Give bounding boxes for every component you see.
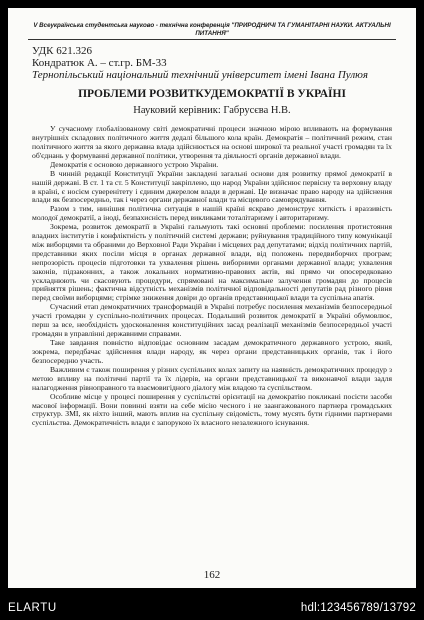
udk-code: УДК 621.326 [32,45,93,57]
article-body [32,125,392,428]
article-title: ПРОБЛЕМИ РОЗВИТКУДЕМОКРАТІЇ В УКРАЇНІ [78,88,346,100]
repository-name: ELARTU [8,602,57,614]
paragraph: Зокрема, розвиток демократії в Україні гальмують такі основні проблеми: посилення протистояння владних інститутів і конфліктність у політичній системі держави; руйнування традиційного типу комунікації між виборцями та обраними до Верховної Ради України і місцевих рад депутатами; відхід політичних партій, представники яких посіли місця в органах державної влади, від положень передвиборчих програм; непрозорість процесів підготовки та ухвалення рішень виборними органами державної влади; ухвалення законів, підзаконних, а також локальних нормативно-правових актів, які прямо чи опосередковано ускладнюють чи скасовують процедури, спрямовані на максимальне залучення громадян до процесів прийняття рішень; фактична відсутність механізмів політичної відповідальності депутатів рад різного рівня перед своїми виборцями; стрімке зниження довіри до органів представницької влади та суспільна апатія. [32,222,392,303]
paragraph: Особливе місце у процесі поширення у суспільстві орієнтації на демократію покликані посісти засоби масової інформації. Вони повинні взяти на себе місію чесного і не заангажованого партнера громадських структур. ЗМІ, як ніхто інший, мають вплив на суспільну свідомість, тому мусять бути гідними партнерами суспільства. Демократичність влади є запорукою їх власного незалежного існування. [32,391,392,428]
header-divider [28,39,396,40]
author-line: Кондратюк А. – ст.гр. БМ-33 [32,57,167,69]
paragraph: Разом з тим, нинішня політична ситуація в нашій країні яскраво демонструє хиткість і враззивість молодої демократії, а іноді, безпахисність перед викликами тоталітаризму і авторитаризму. [32,204,392,223]
paragraph: У сучасному глобалізованому світі демократичні процеси значною мірою впливають на формування внутрішніх складових політичного життя дедалі більшого кола країн. Демократія – політичний режим, стан політичного життя за якого державна влада здійснюється на основі широкої та реальної участі громадян та їх об'єднань у формуванні державної політики, утворення та діяльності органів державної влади. [32,124,392,160]
conference-header: V Всеукраїнська студентська науково - технічна конференція "ПРИРОДНИЧІ ТА ГУМАНІТАРНІ НАУКИ. АКТУАЛЬНІ ПИТАННЯ" [33,22,391,37]
page-number: 162 [203,569,221,581]
handle-id: hdl:123456789/13792 [300,602,416,614]
scientific-adviser: Науковий керівник: Габрусєва Н.В. [133,105,291,116]
paragraph: Сучасний етап демократичних трансформацій в Україні потребує посилення механізмів безпосередньої участі громадян у суспільно-політичних процесах. Подальший розвиток демократії в Україні обумовлює, перш за все, необхідність удосконалення конституційних засад реалізації механізмів безпосередньої участі громадян в управлінні державними справами. [32,302,392,338]
paragraph: Демократія є основою державного устрою України. [50,159,219,169]
paragraph: В чинній редакції Конституції України закладені загальні основи для розвитку прямої демократії в нашій державі. В ст. 1 та ст. 5 Конституції закріплено, що народ України здійснює первісну та верховну владу в країні, є носієм суверенітету і єдиним джерелом влади в державі. Це визначає право народу на здійснення влади як безпосередньо, так і через органи державної влади та місцевого самоврядування. [32,168,392,205]
document-page [8,8,416,588]
paragraph: Таке завдання повністю відповідає основним засадам демократичного державного устрою, який, зокрема, передбачає здійснення влади народу, як через органи представницьких органів, так і його безпосередню участь. [32,338,392,365]
paragraph: Важливим є також поширення у різних суспільних колах запиту на наявність демократичних процедур з метою впливу на політичні партії та їх лідерів, на органи представницької та виконавчої влади задля налагодження рівноправного та взаємовигідного діалогу між владою та суспільством. [32,364,392,392]
repository-footer [0,596,424,620]
university-name: Тернопільський національний технічний університет імені Івана Пулюя [32,69,369,81]
